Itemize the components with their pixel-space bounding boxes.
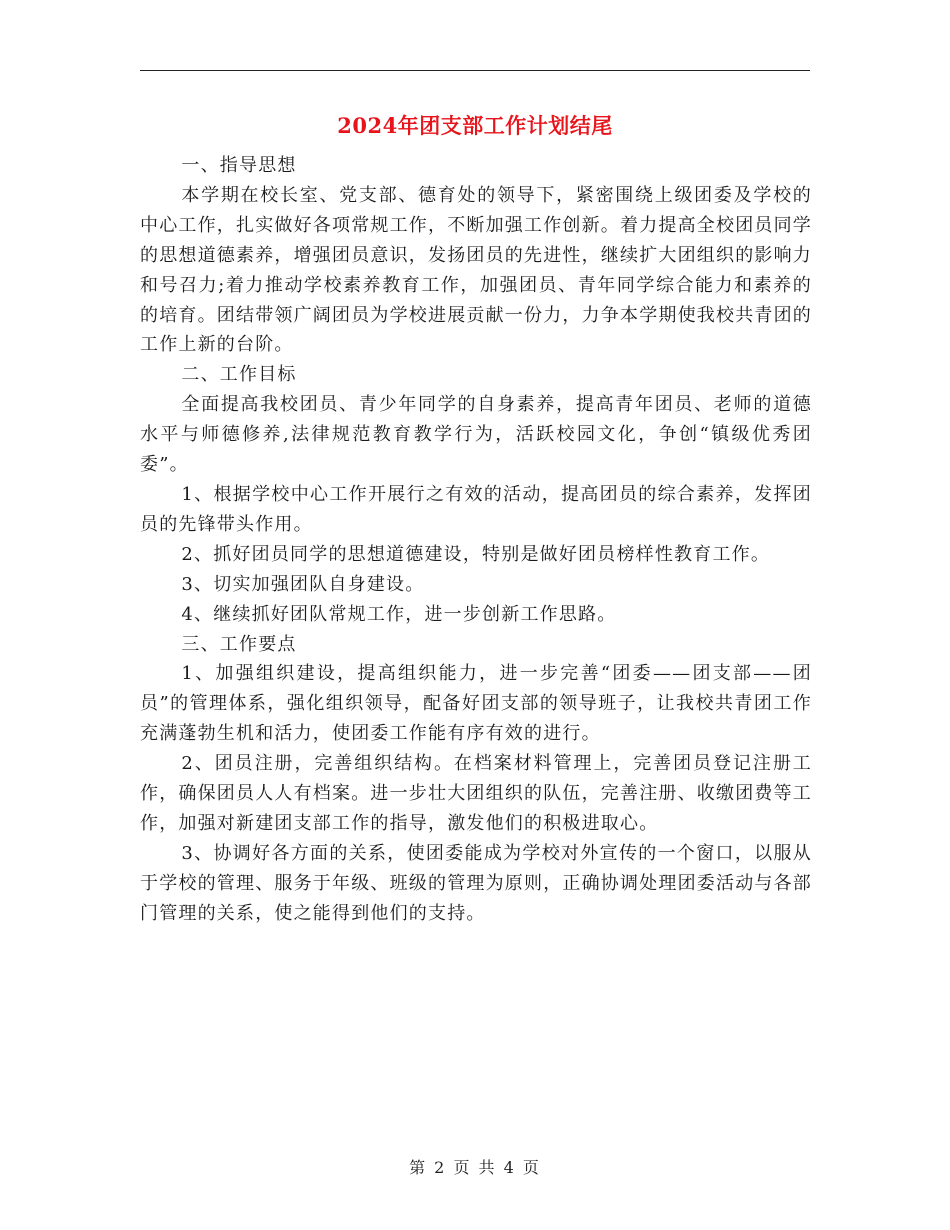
paragraph: 4、继续抓好团队常规工作，进一步创新工作思路。 [181, 603, 617, 625]
section-heading: 三、工作要点 [181, 633, 297, 655]
section-heading: 二、工作目标 [181, 364, 297, 386]
paragraph: 全面提高我校团员、青少年同学的自身素养，提高青年团员、老师的道德水平与师德修养,法律规范教育教学行为，活跃校园文化，争创“镇级优秀团委”。 [140, 394, 812, 476]
section-heading: 一、指导思想 [181, 155, 297, 176]
paragraph: 本学期在校长室、党支部、德育处的领导下，紧密围绕上级团委及学校的中心工作，扎实做好各项常规工作，不断加强工作创新。着力提高全校团员同学的思想道德素养，增强团员意识，发扬团员的先进性，继续扩大团组织的影响力和号召力;着力推动学校素养教育工作，加强团员、青年同学综合能力和素养的的培育。团结带领广阔团员为学校进展贡献一份力，力争本学期使我校共青团的工作上新的台阶。 [140, 184, 812, 356]
paragraph: 1、加强组织建设，提高组织能力，进一步完善“团委——团支部——团员”的管理体系，强化组织领导，配备好团支部的领导班子，让我校共青团工作充满蓬勃生机和活力，使团委工作能有序有效的进行。 [140, 663, 812, 745]
paragraph: 2、抓好团员同学的思想道德建设，特别是做好团员榜样性教育工作。 [181, 543, 771, 565]
paragraph: 2、团员注册，完善组织结构。在档案材料管理上，完善团员登记注册工作，确保团员人人有档案。进一步壮大团组织的队伍，完善注册、收缴团费等工作，加强对新建团支部工作的指导，激发他们的积极进取心。 [140, 753, 812, 834]
paragraph: 3、切实加强团队自身建设。 [181, 573, 425, 595]
page-footer: 第 2 页 共 4 页 [409, 1158, 541, 1177]
document-title: 2024年团支部工作计划结尾 [337, 113, 613, 138]
header-rule [140, 70, 810, 71]
paragraph: 1、根据学校中心工作开展行之有效的活动，提高团员的综合素养，发挥团员的先锋带头作用。 [140, 483, 812, 535]
paragraph: 3、协调好各方面的关系，使团委能成为学校对外宣传的一个窗口，以服从于学校的管理、服务于年级、班级的管理为原则，正确协调处理团委活动与各部门管理的关系，使之能得到他们的支持。 [140, 842, 812, 924]
document-body [140, 151, 812, 929]
